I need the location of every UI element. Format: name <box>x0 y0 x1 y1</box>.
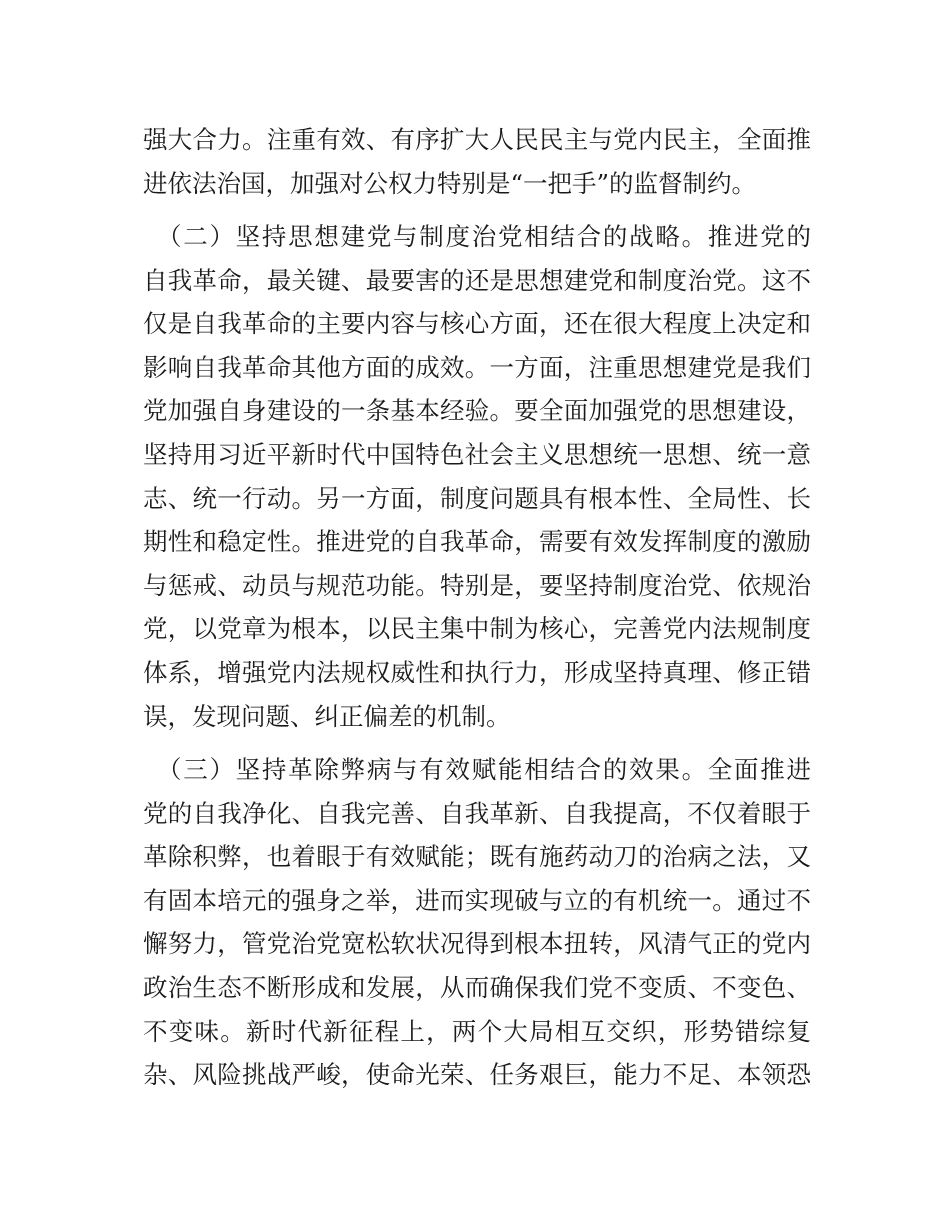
paragraph-3 <box>143 748 811 1097</box>
paragraph-line: 志、统一行动。另一方面，制度问题具有根本性、全局性、长 <box>143 483 811 513</box>
paragraph-line: 体系，增强党内法规权威性和执行力，形成坚持真理、修正错 <box>143 657 811 687</box>
paragraph-1 <box>143 118 811 205</box>
paragraph-line: 影响自我革命其他方面的成效。一方面，注重思想建党是我们 <box>143 352 811 382</box>
paragraph-2 <box>143 215 811 738</box>
paragraph-line: 党加强自身建设的一条基本经验。要全面加强党的思想建设， <box>143 396 811 426</box>
paragraph-line: 自我革命，最关键、最要害的还是思想建党和制度治党。这不 <box>143 265 811 295</box>
paragraph-line: 仅是自我革命的主要内容与核心方面，还在很大程度上决定和 <box>143 309 811 339</box>
paragraph-line: 期性和稳定性。推进党的自我革命，需要有效发挥制度的激励 <box>143 527 811 557</box>
paragraph-line: （三）坚持革除弊病与有效赋能相结合的效果。全面推进 <box>143 755 811 784</box>
paragraph-line: 坚持用习近平新时代中国特色社会主义思想统一思想、统一意 <box>143 439 811 469</box>
paragraph-line: （二）坚持思想建党与制度治党相结合的战略。推进党的 <box>143 222 811 251</box>
paragraph-line: 与惩戒、动员与规范功能。特别是，要坚持制度治党、依规治 <box>143 570 811 600</box>
paragraph-line: 革除积弊，也着眼于有效赋能；既有施药动刀的治病之法，又 <box>143 842 811 872</box>
paragraph-line: 进依法治国，加强对公权力特别是“一把手”的监督制约。 <box>143 168 757 198</box>
paragraph-line: 懈努力，管党治党宽松软状况得到根本扭转，风清气正的党内 <box>143 929 811 959</box>
paragraph-line: 有固本培元的强身之举，进而实现破与立的有机统一。通过不 <box>143 885 811 915</box>
paragraph-line: 政治生态不断形成和发展，从而确保我们党不变质、不变色、 <box>143 972 811 1002</box>
paragraph-line: 不变味。新时代新征程上，两个大局相互交织，形势错综复 <box>143 1016 811 1046</box>
paragraph-line: 党的自我净化、自我完善、自我革新、自我提高，不仅着眼于 <box>143 798 811 828</box>
paragraph-line: 强大合力。注重有效、有序扩大人民民主与党内民主，全面推 <box>143 125 811 154</box>
paragraph-line: 杂、风险挑战严峻，使命光荣、任务艰巨，能力不足、本领恐 <box>143 1060 811 1090</box>
paragraph-line: 误，发现问题、纠正偏差的机制。 <box>143 701 511 731</box>
paragraph-line: 党，以党章为根本，以民主集中制为核心，完善党内法规制度 <box>143 614 811 644</box>
